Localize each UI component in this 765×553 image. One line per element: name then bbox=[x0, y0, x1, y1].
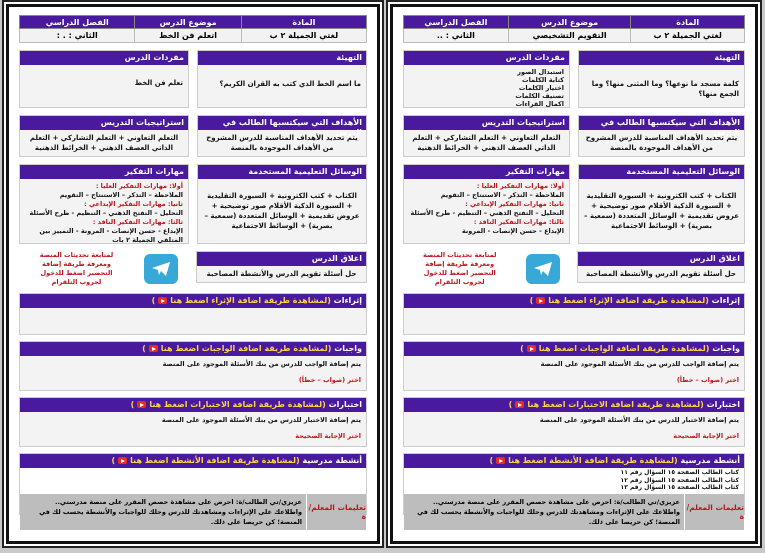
strategies-title: استراتيجيات التدريس bbox=[20, 116, 188, 130]
thinking-t2: التحليل – التفتح الذهني – التنظيم - طرح الأسئلة bbox=[29, 209, 183, 217]
homework-line1: يتم إضافة الواجب للدرس من بنك الأسئلة الموجود على المنصة bbox=[162, 360, 361, 368]
enrich-title: إثراءات bbox=[333, 296, 362, 305]
tests-title: اختبارات bbox=[706, 400, 740, 409]
notes-line1: عزيزي/تي الطالب/ة: احرص على مشاهدة حصص المقرر على منصة مدرستي.. bbox=[432, 498, 680, 506]
thinking-t3: الإبداع - حسن الإنصات - المرونة - التمييز بين المتلقي الجميلة ٢ بات bbox=[39, 227, 183, 244]
vocab-box bbox=[403, 50, 570, 108]
enrich-link[interactable]: (لمشاهدة طريقة اضافة الإثراء اضغط هنا bbox=[548, 296, 709, 305]
activity-item: كتاب الطالب الصفحة ١٥ السؤال رقم ١٣ bbox=[620, 484, 739, 491]
enrich-section bbox=[403, 293, 745, 335]
thinking-title: مهارات التفكير bbox=[20, 165, 188, 179]
lesson-plan-page bbox=[6, 4, 380, 544]
vocab-item: اختيار الكلمات bbox=[518, 84, 564, 92]
warmup-body: ما اسم الخط الذي كتب به القران الكريم؟ bbox=[219, 80, 361, 88]
strategies-body: التعلم التعاوني + التعلم التشاركي + التعلم الذاتي العصف الذهني + الخرائط الذهنية bbox=[412, 134, 561, 152]
notes-line1: عزيزي/تي الطالب/ة: احرص على مشاهدة حصص المقرر على منصة مدرستي.. bbox=[54, 498, 302, 506]
thinking-t2: التحليل – التفتح الذهني – التنظيم - طرح الأسئلة bbox=[410, 209, 564, 217]
closing-title: اغلاق الدرس bbox=[197, 252, 366, 266]
homework-section bbox=[19, 341, 367, 391]
tests-line1: يتم إضافة الاختبار للدرس من بنك الأسئلة الموجود على المنصة bbox=[539, 416, 739, 424]
tools-title: الوسائل التعليمية المستخدمة bbox=[579, 165, 744, 179]
tests-link[interactable]: (لمشاهدة طريقة اضافة الاختبارات اضغط هنا bbox=[149, 400, 326, 409]
vocab-item: كتابة الكلمات bbox=[522, 76, 564, 84]
telegram-promo[interactable] bbox=[403, 251, 569, 287]
activities-link[interactable]: (لمشاهدة طريقة اضافة الأنشطة اضغط هنا bbox=[508, 456, 678, 465]
tests-title: اختبارات bbox=[328, 400, 362, 409]
tests-link[interactable]: (لمشاهدة طريقة اضافة الاختبارات اضغط هنا bbox=[527, 400, 704, 409]
homework-link[interactable]: (لمشاهدة طريقة اضافة الواجبات اضغط هنا bbox=[538, 344, 710, 353]
col-subject: المادة bbox=[631, 16, 745, 29]
closing-box bbox=[577, 251, 745, 283]
vocab-item: تصنيف الكلمات bbox=[515, 92, 564, 100]
thinking-h2: ثانيا: مهارات التفكير الإبداعي : bbox=[84, 200, 183, 208]
enrich-link[interactable]: (لمشاهدة طريقة اضافة الإثراء اضغط هنا bbox=[170, 296, 331, 305]
activities-section bbox=[403, 453, 745, 526]
activity-item: كتاب الطالب الصفحة ١٥ السؤال رقم ١١ bbox=[620, 469, 739, 476]
paren: ) bbox=[151, 296, 156, 305]
vocab-item: تعلم فن الخط bbox=[134, 79, 183, 87]
youtube-icon[interactable] bbox=[496, 457, 505, 464]
term-value: الثاني : .. bbox=[404, 29, 509, 43]
col-term: الفصل الدراسي bbox=[404, 16, 509, 29]
vocab-title: مفردات الدرس bbox=[404, 51, 569, 65]
warmup-title: التهيئة bbox=[579, 51, 744, 65]
warmup-box bbox=[578, 50, 745, 108]
activities-link[interactable]: (لمشاهدة طريقة اضافة الأنشطة اضغط هنا bbox=[130, 456, 300, 465]
enrich-section bbox=[19, 293, 367, 335]
homework-line1: يتم إضافة الواجب للدرس من بنك الأسئلة الموجود على المنصة bbox=[540, 360, 739, 368]
closing-body: حل أسئلة تقويم الدرس والأنشطة المصاحبة bbox=[586, 270, 736, 278]
telegram-promo-text[interactable]: لمتابعة تحديثات المنصة ومعرفة طريقة إضافة التحضير اضغط للدخول لجروب التلقرام bbox=[423, 251, 497, 286]
lesson-plan-page bbox=[390, 4, 758, 544]
goals-body: يتم تحديد الأهداف المناسبة للدرس المشروح من الأهداف الموجودة بالمنصة bbox=[585, 134, 738, 152]
notes-label: تعليمات المعلم/ة bbox=[306, 494, 366, 530]
homework-title: واجبات bbox=[712, 344, 740, 353]
vocab-item: استبدال الصور bbox=[517, 68, 564, 76]
teacher-notes bbox=[404, 494, 744, 530]
tools-body: الكتاب + كتب الكترونية + السبورة التقليدية + السبورة الذكية الأقلام صور توضيحية + عروض تقديمية + الوسائل المتعددة (سمعية – بصرية) + الوسائط الاجتماعية bbox=[204, 192, 360, 230]
paren: ) bbox=[111, 456, 116, 465]
lesson-info-table bbox=[403, 15, 745, 43]
col-topic: موضوع الدرس bbox=[508, 16, 631, 29]
telegram-icon[interactable] bbox=[526, 254, 560, 284]
col-subject: المادة bbox=[241, 16, 366, 29]
goals-title: الأهداف التي سيكتسبها الطالب في الدرس bbox=[198, 116, 366, 130]
tests-line2: اختر الإجابة الصحيحة bbox=[295, 432, 361, 440]
telegram-icon[interactable] bbox=[144, 254, 178, 284]
youtube-icon[interactable] bbox=[536, 297, 545, 304]
vocab-list bbox=[404, 65, 569, 111]
topic-value: اتعلم فن الخط bbox=[135, 29, 241, 43]
enrich-title: إثراءات bbox=[711, 296, 740, 305]
activities-list bbox=[20, 468, 366, 494]
youtube-icon[interactable] bbox=[158, 297, 167, 304]
homework-title: واجبات bbox=[334, 344, 362, 353]
teacher-notes bbox=[20, 494, 366, 530]
vocab-item: اكمال القراءات bbox=[515, 100, 564, 108]
telegram-promo-text[interactable]: لمتابعة تحديثات المنصة ومعرفة طريقة إضافة التحضير اضغط للدخول لجروب التلقرام bbox=[39, 251, 114, 286]
activities-title: أنشطة مدرسية bbox=[302, 456, 362, 465]
paren: ) bbox=[142, 344, 146, 353]
thinking-h1: أولا: مهارات التفكير العليا : bbox=[476, 182, 564, 190]
activities-list bbox=[404, 468, 744, 494]
youtube-icon[interactable] bbox=[149, 345, 158, 352]
youtube-icon[interactable] bbox=[515, 401, 524, 408]
vocab-list bbox=[20, 65, 188, 90]
lesson-info-table bbox=[19, 15, 367, 43]
paren: ) bbox=[130, 400, 135, 409]
goals-body: يتم تحديد الأهداف المناسبة للدرس المشروح من الأهداف الموجودة بالمنصة bbox=[206, 134, 358, 152]
tools-title: الوسائل التعليمية المستخدمة bbox=[198, 165, 366, 179]
thinking-t1: الملاحظة – التذكر – الاستنتاج – التقويم bbox=[440, 191, 564, 199]
warmup-box bbox=[197, 50, 367, 108]
youtube-icon[interactable] bbox=[527, 345, 536, 352]
thinking-t1: الملاحظة – التذكر – الاستنتاج – التقويم bbox=[59, 191, 183, 199]
homework-line2: اختر (صواب – خطأ) bbox=[676, 376, 739, 384]
goals-title: الأهداف التي سيكتسبها الطالب في الدرس bbox=[579, 116, 744, 130]
homework-link[interactable]: (لمشاهدة طريقة اضافة الواجبات اضغط هنا bbox=[160, 344, 332, 353]
vocab-box bbox=[19, 50, 189, 108]
topic-value: التقويم التشخيصي bbox=[508, 29, 631, 43]
subject-value: لغتي الجميلة ٢ ب bbox=[631, 29, 745, 43]
term-value: الثاني : . : bbox=[20, 29, 135, 43]
subject-value: لغتي الجميلة ٢ ب bbox=[241, 29, 366, 43]
goals-box bbox=[197, 115, 367, 157]
paren: ) bbox=[489, 456, 494, 465]
paren: ) bbox=[529, 296, 534, 305]
tools-body: الكتاب + كتب الكترونية + السبورة التقليدية + السبورة الذكية الأقلام صور توضيحية + عروض تقديمية + الوسائل المتعددة (سمعية – بصرية) + الوسائط الاجتماعية bbox=[584, 192, 739, 230]
thinking-h2: ثانيا: مهارات التفكير الإبداعي : bbox=[465, 200, 564, 208]
thinking-h3: ثالثا: مهارات التفكير الناقد : bbox=[473, 218, 564, 226]
youtube-icon[interactable] bbox=[137, 401, 146, 408]
paren: ) bbox=[520, 344, 524, 353]
homework-line2: اختر (صواب – خطأ) bbox=[298, 376, 361, 384]
thinking-title: مهارات التفكير bbox=[404, 165, 569, 179]
col-topic: موضوع الدرس bbox=[135, 16, 241, 29]
vocab-title: مفردات الدرس bbox=[20, 51, 188, 65]
telegram-promo[interactable] bbox=[19, 251, 188, 287]
closing-body: حل أسئلة تقويم الدرس والأنشطة المصاحبة bbox=[206, 270, 357, 278]
tools-box bbox=[578, 164, 745, 244]
strategies-box bbox=[403, 115, 570, 157]
strategies-box bbox=[19, 115, 189, 157]
activity-item: كتاب الطالب الصفحة ١٥ السؤال رقم ١٢ bbox=[620, 476, 739, 484]
goals-box bbox=[578, 115, 745, 157]
closing-title: اغلاق الدرس bbox=[578, 252, 744, 266]
closing-box bbox=[196, 251, 367, 283]
tools-box bbox=[197, 164, 367, 244]
youtube-icon[interactable] bbox=[118, 457, 127, 464]
col-term: الفصل الدراسي bbox=[20, 16, 135, 29]
tests-line1: يتم إضافة الاختبار للدرس من بنك الأسئلة الموجود على المنصة bbox=[161, 416, 361, 424]
thinking-box bbox=[403, 164, 570, 244]
warmup-body: كلمة مسجد ما نوعها؟ وما المثنى منها؟ وما الجمع منها؟ bbox=[591, 80, 739, 98]
thinking-box bbox=[19, 164, 189, 244]
strategies-title: استراتيجيات التدريس bbox=[404, 116, 569, 130]
activities-section bbox=[19, 453, 367, 526]
thinking-t3: الإبداع - حسن الإنصات - المرونة bbox=[461, 227, 564, 235]
thinking-h3: ثالثا: مهارات التفكير الناقد : bbox=[92, 218, 183, 226]
tests-section bbox=[403, 397, 745, 447]
tests-section bbox=[19, 397, 367, 447]
tests-line2: اختر الإجابة الصحيحة bbox=[673, 432, 739, 440]
homework-section bbox=[403, 341, 745, 391]
thinking-h1: أولا: مهارات التفكير العليا : bbox=[95, 182, 183, 190]
activities-title: أنشطة مدرسية bbox=[680, 456, 740, 465]
strategies-body: التعلم التعاوني + التعلم التشاركي + التعلم الذاتي العصف الذهني + الخرائط الذهنية bbox=[29, 134, 179, 152]
warmup-title: التهيئة bbox=[198, 51, 366, 65]
notes-line2: واطلاعك على الإثراءات ومشاهدتك للدرس وحلك للواجبات والأنشطة يحسب لك في المنصة؛ كن حريصا على ذلك. bbox=[39, 508, 302, 526]
notes-line2: واطلاعك على الإثراءات ومشاهدتك للدرس وحلك للواجبات والأنشطة يحسب لك في المنصة؛ كن حريصا على ذلك. bbox=[417, 508, 680, 526]
notes-label: تعليمات المعلم/ة bbox=[684, 494, 744, 530]
paren: ) bbox=[508, 400, 513, 409]
